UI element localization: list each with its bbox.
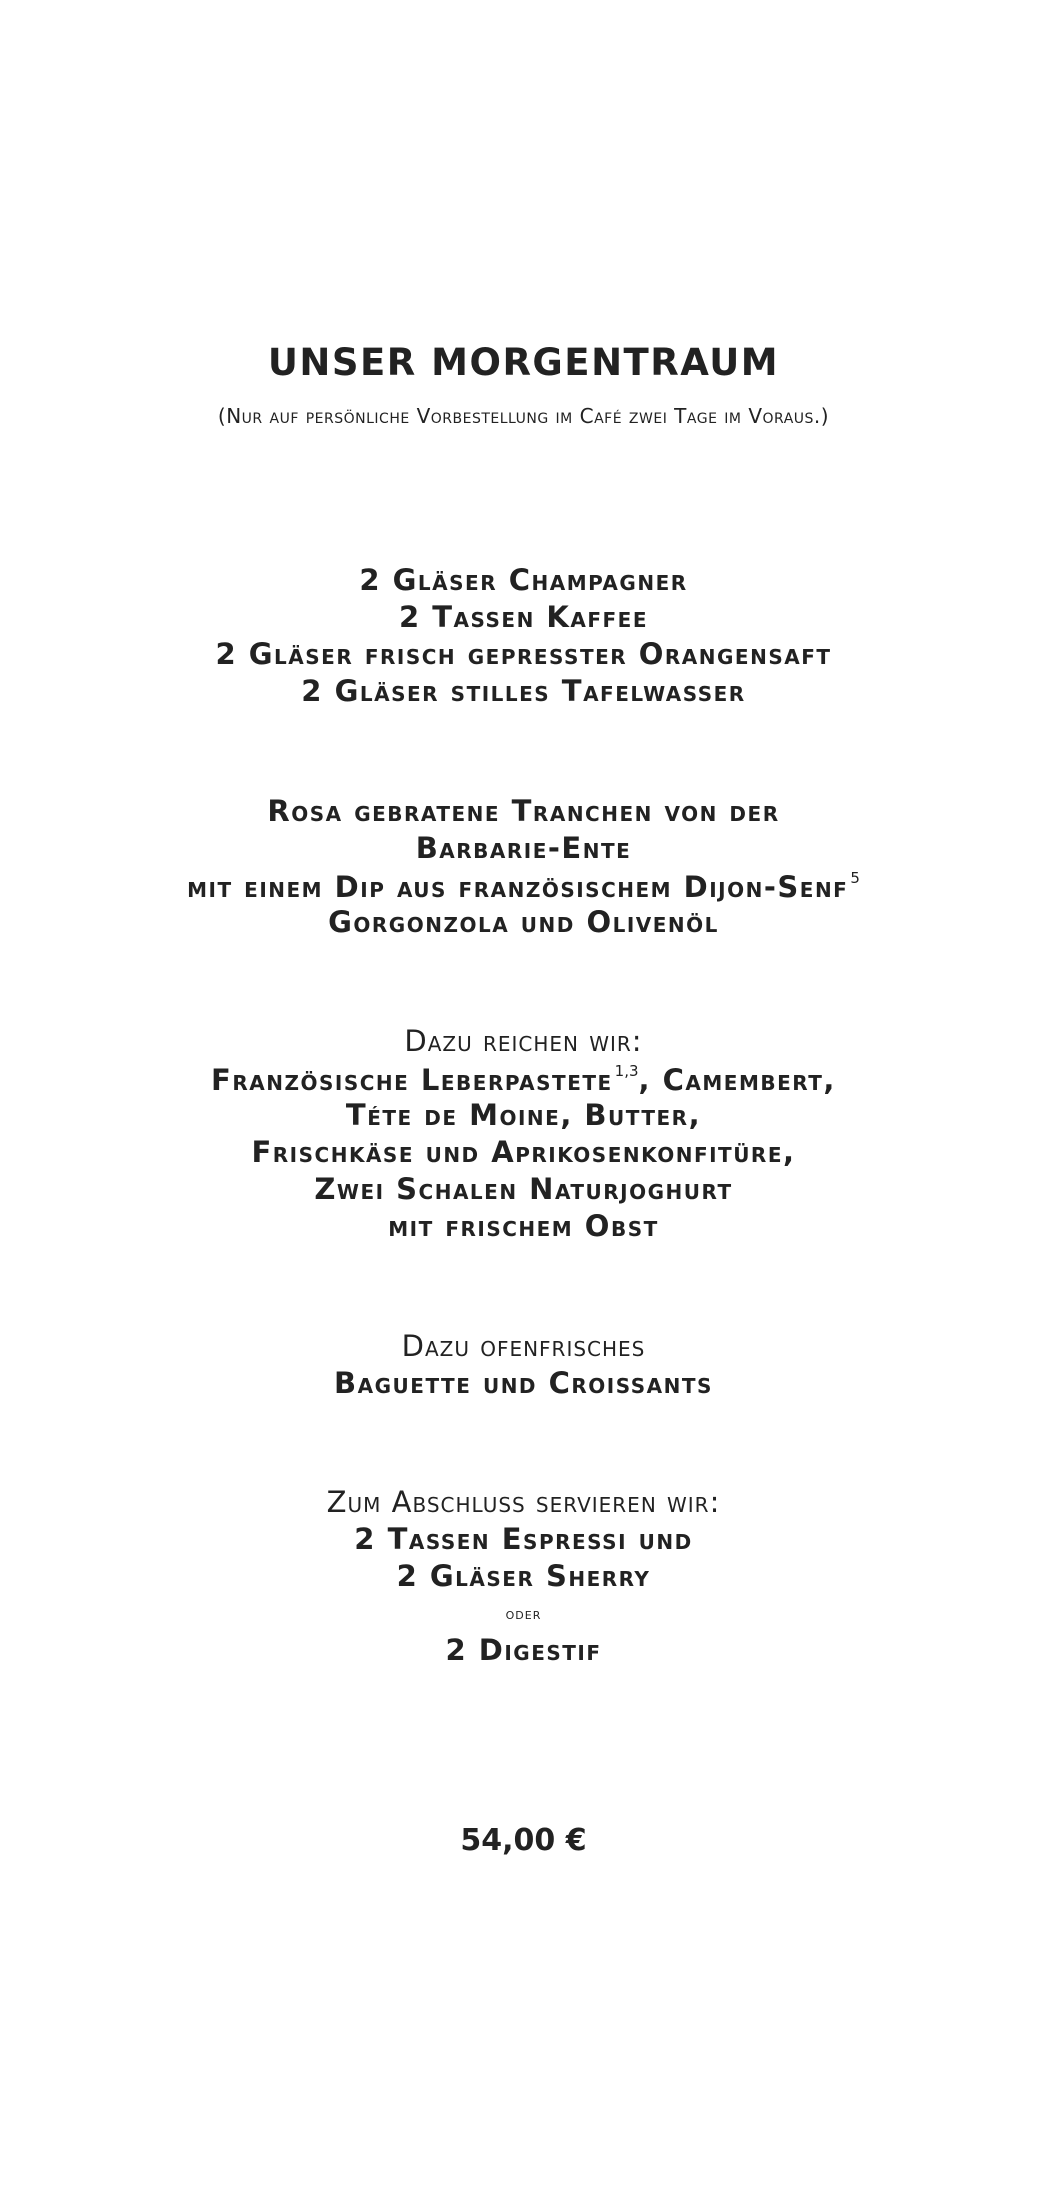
- drink-item: 2 Tassen Kaffee: [398, 600, 649, 634]
- price: 54,00 €: [460, 1823, 587, 1858]
- bread-intro: Dazu ofenfrisches: [401, 1329, 646, 1363]
- duck-line: Gorgonzola und Olivenöl: [328, 905, 719, 939]
- finale-line: 2 Gläser Sherry: [396, 1559, 651, 1593]
- duck-line: Rosa gebratene Tranchen von der: [267, 794, 780, 828]
- sides-intro: Dazu reichen wir:: [404, 1024, 643, 1058]
- finale-intro: Zum Abschluss servieren wir:: [326, 1485, 721, 1519]
- finale-or: oder: [505, 1604, 542, 1623]
- sides-line: Frischkäse und Aprikosenkonfitüre,: [251, 1135, 796, 1169]
- drink-item: 2 Gläser frisch gepresster Orangensaft: [215, 637, 832, 671]
- menu-title: UNSER MORGENTRAUM: [267, 341, 780, 384]
- footnote-marker: 1,3: [614, 1062, 639, 1080]
- sides-line: Zwei Schalen Naturjoghurt: [314, 1172, 733, 1206]
- finale-line: 2 Tassen Espressi und: [354, 1522, 693, 1556]
- footnote-marker: 5: [850, 869, 860, 887]
- drink-item: 2 Gläser stilles Tafelwasser: [301, 674, 746, 708]
- bread-items: Baguette und Croissants: [334, 1366, 713, 1400]
- preorder-note: (Nur auf persönliche Vorbestellung im Café zwei Tage im Voraus.): [217, 404, 830, 428]
- duck-dip-text: mit einem Dip aus französischem Dijon-Senf: [187, 870, 849, 904]
- sides-line: [0, 1064, 1047, 1095]
- duck-line: [0, 871, 1047, 902]
- sides-line: Téte de Moine, Butter,: [345, 1098, 702, 1132]
- sides-line: mit frischem Obst: [388, 1209, 659, 1243]
- sides-pastete-text: Französische Leberpastete: [211, 1063, 613, 1097]
- finale-line: 2 Digestif: [445, 1633, 602, 1667]
- duck-line: Barbarie-Ente: [415, 831, 632, 865]
- drink-item: 2 Gläser Champagner: [359, 563, 688, 597]
- sides-camembert-text: , Camembert,: [638, 1063, 836, 1097]
